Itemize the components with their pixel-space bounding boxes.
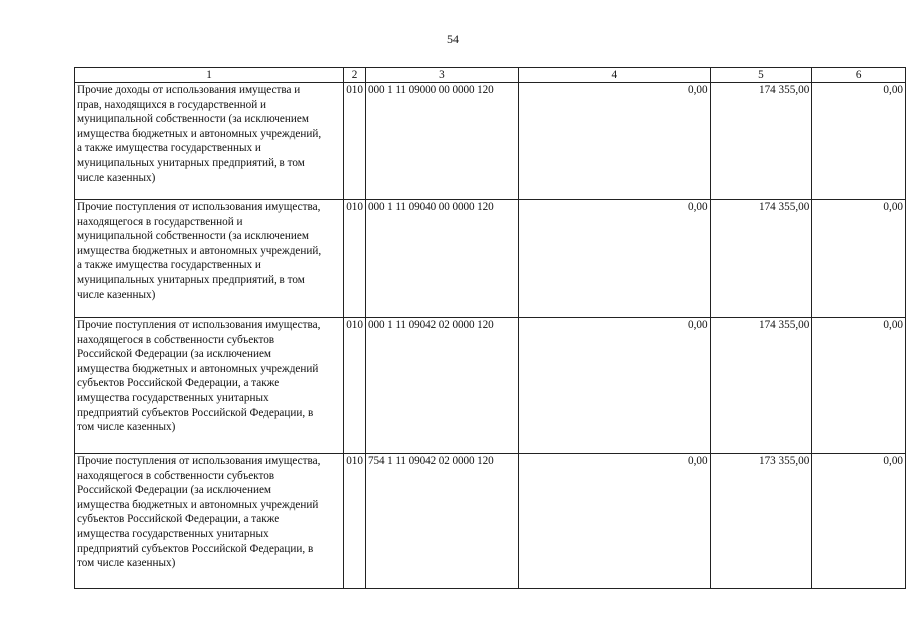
line-code: 010 [344, 83, 366, 200]
description-line: Российской Федерации (за исключением [77, 348, 271, 361]
value-col6: 0,00 [812, 200, 906, 318]
row-description [75, 454, 344, 589]
description-line: муниципальной собственности (за исключением [77, 230, 309, 243]
description-line: том числе казенных) [77, 557, 176, 570]
description-line: прав, находящихся в государственной и [77, 98, 267, 111]
value-col4: 0,00 [518, 454, 710, 589]
description-line: числе казенных) [77, 288, 156, 301]
header-row [75, 68, 906, 83]
column-header-1: 1 [75, 68, 344, 83]
value-col6: 0,00 [812, 83, 906, 200]
line-code: 010 [344, 454, 366, 589]
column-header-4: 4 [518, 68, 710, 83]
column-header-3: 3 [365, 68, 518, 83]
line-code: 010 [344, 318, 366, 454]
description-line: Прочие доходы от использования имущества и [77, 84, 301, 96]
description-line: имущества государственных унитарных [77, 527, 269, 540]
budget-classification-code: 000 1 11 09000 00 0000 120 [365, 83, 518, 200]
value-col6: 0,00 [812, 454, 906, 589]
description-line: субъектов Российской Федерации, а также [77, 377, 280, 390]
description-line: Российской Федерации (за исключением [77, 484, 271, 497]
column-header-5: 5 [710, 68, 812, 83]
description-line: муниципальных унитарных предприятий, в том [77, 273, 305, 286]
description-line: а также имущества государственных и [77, 142, 261, 155]
description-line: муниципальных унитарных предприятий, в том [77, 156, 305, 169]
description-line: том числе казенных) [77, 421, 176, 434]
description-line: имущества бюджетных и автономных учреждений [77, 362, 319, 375]
value-col4: 0,00 [518, 200, 710, 318]
description-line: муниципальной собственности (за исключением [77, 113, 309, 126]
value-col5: 174 355,00 [710, 318, 812, 454]
value-col4: 0,00 [518, 83, 710, 200]
description-line: числе казенных) [77, 171, 156, 184]
description-line: Прочие поступления от использования имущества, [77, 455, 321, 467]
description-line: Прочие поступления от использования имущества, [77, 319, 321, 331]
description-line: имущества бюджетных и автономных учреждений, [77, 127, 322, 140]
description-line: предприятий субъектов Российской Федерации, в [77, 406, 314, 419]
value-col6: 0,00 [812, 318, 906, 454]
line-code: 010 [344, 200, 366, 318]
budget-classification-code: 754 1 11 09042 02 0000 120 [365, 454, 518, 589]
table-row [75, 454, 906, 589]
column-header-2: 2 [344, 68, 366, 83]
description-line: находящегося в собственности субъектов [77, 469, 275, 482]
description-line: имущества государственных унитарных [77, 391, 269, 404]
table-row [75, 83, 906, 200]
description-line: предприятий субъектов Российской Федерации, в [77, 542, 314, 555]
value-col5: 174 355,00 [710, 83, 812, 200]
description-line: Прочие поступления от использования имущества, [77, 201, 321, 213]
row-description [75, 83, 344, 200]
column-header-6: 6 [812, 68, 906, 83]
description-line: а также имущества государственных и [77, 259, 261, 272]
budget-classification-code: 000 1 11 09040 00 0000 120 [365, 200, 518, 318]
budget-table [74, 67, 906, 589]
value-col4: 0,00 [518, 318, 710, 454]
value-col5: 173 355,00 [710, 454, 812, 589]
row-description [75, 200, 344, 318]
description-line: находящегося в государственной и [77, 215, 243, 228]
description-line: субъектов Российской Федерации, а также [77, 513, 280, 526]
description-line: имущества бюджетных и автономных учреждений [77, 498, 319, 511]
value-col5: 174 355,00 [710, 200, 812, 318]
row-description [75, 318, 344, 454]
description-line: находящегося в собственности субъектов [77, 333, 275, 346]
table-row [75, 200, 906, 318]
page-number: 54 [447, 32, 459, 46]
description-line: имущества бюджетных и автономных учреждений, [77, 244, 322, 257]
table-row [75, 318, 906, 454]
budget-classification-code: 000 1 11 09042 02 0000 120 [365, 318, 518, 454]
